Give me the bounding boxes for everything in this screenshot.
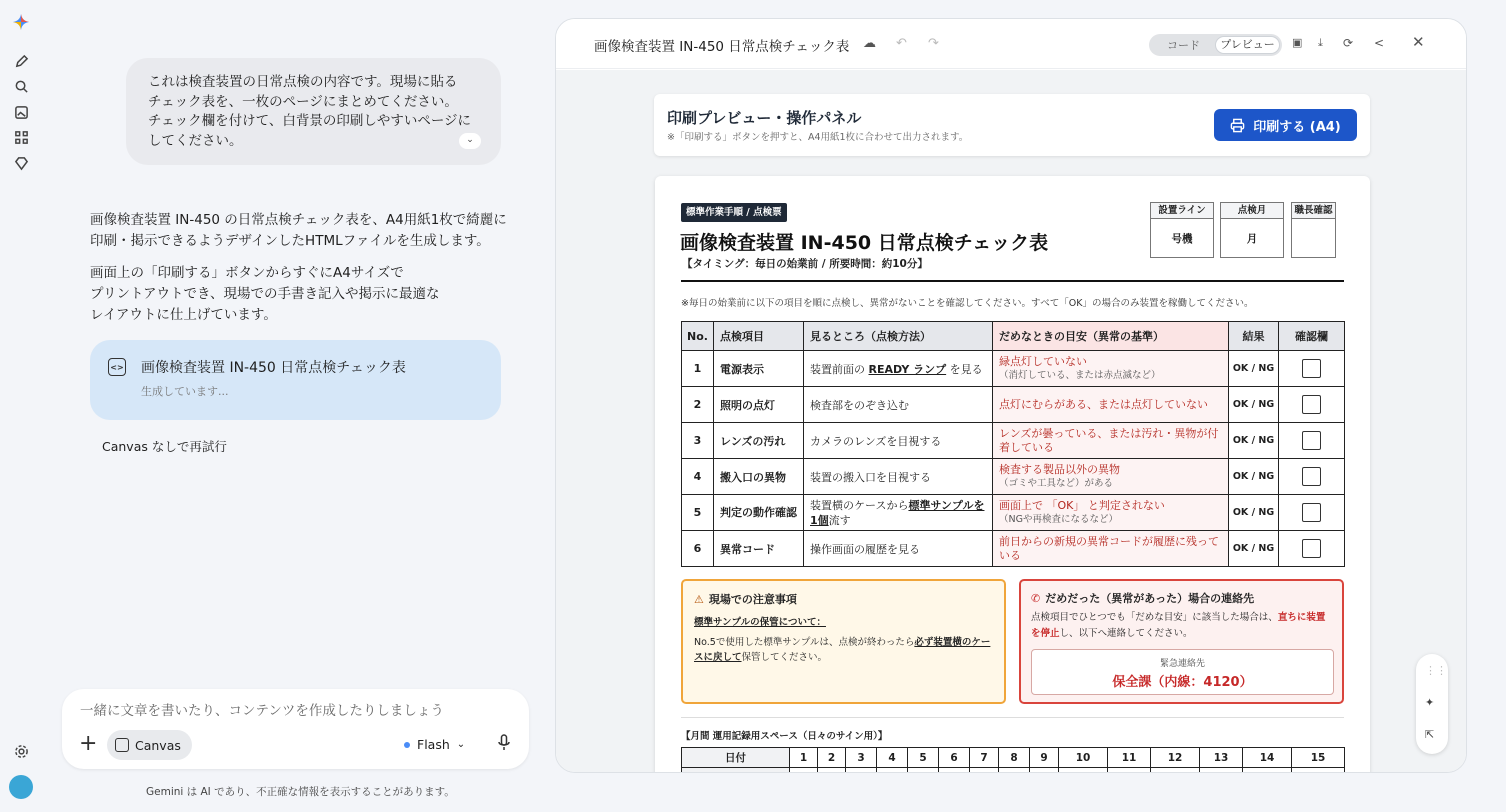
col-header: 点検項目 [714, 322, 804, 351]
log-cell[interactable] [1243, 768, 1292, 774]
tab-preview[interactable]: プレビュー [1215, 36, 1280, 54]
doc-tag: 標準作業手順 / 点検票 [681, 203, 787, 222]
op-panel-title: 印刷プレビュー・操作パネル [667, 109, 862, 127]
canvas-icon [115, 738, 129, 752]
printer-icon [1230, 118, 1245, 133]
row-ng [993, 423, 1229, 459]
log-cell[interactable] [818, 768, 846, 774]
log-header-row [682, 748, 1345, 768]
log-col: 日付 [682, 748, 790, 768]
canvas-title: 画像検査装置 IN-450 日常点検チェック表 [594, 39, 850, 55]
ng-text: 検査する製品以外の異物 [999, 462, 1120, 476]
ng-text: 画面上で 「OK」 と判定されない [999, 498, 1165, 512]
message-composer[interactable] [62, 689, 529, 769]
row-ng [993, 387, 1229, 423]
row-item: レンズの汚れ [714, 423, 804, 459]
settings-gear-icon[interactable] [12, 742, 30, 760]
log-cell[interactable] [846, 768, 877, 774]
gallery-icon[interactable] [12, 103, 30, 121]
check-table-header [682, 322, 1345, 351]
log-cell[interactable] [877, 768, 908, 774]
contact-text [1031, 610, 1332, 642]
row-confirm [1279, 495, 1345, 531]
row-how [804, 423, 993, 459]
close-icon[interactable]: ✕ [1412, 33, 1425, 51]
canvas-card-title: 画像検査装置 IN-450 日常点検チェック表 [141, 360, 406, 376]
how-text: 装置横のケースから [810, 498, 909, 512]
confirm-checkbox[interactable] [1302, 539, 1321, 558]
model-selector[interactable] [404, 737, 465, 752]
row-ng [993, 531, 1229, 567]
ng-note: （ゴミや工具など）がある [999, 477, 1114, 489]
search-icon[interactable] [12, 77, 30, 95]
row-how [804, 459, 993, 495]
confirm-checkbox[interactable] [1302, 467, 1321, 486]
col-header: 見るところ（点検方法） [804, 322, 993, 351]
row-ng [993, 495, 1229, 531]
user-message-line: チェック欄を付けて、白背景の印刷しやすいページに [148, 113, 472, 130]
col-header: 結果 [1229, 322, 1279, 351]
log-cell [682, 768, 790, 774]
redo-icon[interactable]: ↷ [928, 36, 939, 51]
doc-note: ※毎日の始業前に以下の項目を順に点検し、異常がないことを確認してください。すべて「OK」の場合のみ装置を稼働してください。 [681, 298, 1254, 309]
log-cell[interactable] [939, 768, 970, 774]
code-icon: <> [108, 358, 126, 376]
row-result: OK / NG [1229, 423, 1279, 459]
confirm-checkbox[interactable] [1302, 503, 1321, 522]
floating-tools [1416, 654, 1448, 754]
share-icon[interactable]: < [1374, 36, 1385, 50]
log-col: 12 [1151, 748, 1200, 768]
table-row [682, 495, 1345, 531]
phone-icon: ✆ [1031, 591, 1041, 605]
log-cell[interactable] [1200, 768, 1243, 774]
model-dot-icon [404, 742, 410, 748]
left-rail [0, 0, 42, 812]
reply-line: レイアウトに仕上げています。 [90, 307, 277, 323]
canvas-card-status: 生成しています... [141, 385, 229, 398]
row-confirm [1279, 423, 1345, 459]
col-header: 確認欄 [1279, 322, 1345, 351]
row-ng [993, 459, 1229, 495]
gemini-logo-icon[interactable] [12, 13, 30, 31]
caution-title-text: 現場での注意事項 [708, 593, 797, 606]
col-header: だめなときの目安（異常の基準） [993, 322, 1229, 351]
canvas-toggle-button[interactable] [107, 730, 192, 760]
contact-emphasis: 直ちに装置を停止 [1031, 612, 1326, 639]
sign-box-foreman [1291, 202, 1336, 258]
add-attachment-button[interactable]: + [79, 731, 98, 756]
refresh-icon[interactable]: ⟳ [1343, 36, 1354, 50]
row-how [804, 531, 993, 567]
log-cell[interactable] [1151, 768, 1200, 774]
log-cell[interactable] [1030, 768, 1059, 774]
log-header: 【月間 運用記録用スペース（日々のサイン用）】 [681, 731, 888, 742]
caution-text-part: 保管してください。 [741, 652, 828, 663]
disclaimer-text: Gemini は AI であり、不正確な情報を表示することがあります。 [146, 786, 455, 798]
row-result: OK / NG [1229, 495, 1279, 531]
sign-box-value: 月 [1246, 233, 1258, 245]
ng-text: 前日からの新規の異常コードが履歴に残っている [999, 534, 1219, 562]
row-item: 照明の点灯 [714, 387, 804, 423]
row-no: 6 [682, 531, 714, 567]
row-no: 1 [682, 351, 714, 387]
select-cursor-icon[interactable]: ⇱ [1425, 728, 1435, 741]
contact-title-text: だめだった（異常があった）場合の連絡先 [1045, 592, 1255, 605]
divider [681, 717, 1344, 718]
log-row [682, 768, 1345, 774]
row-no: 5 [682, 495, 714, 531]
row-item: 判定の動作確認 [714, 495, 804, 531]
row-how [804, 351, 993, 387]
sign-box-label: 点検月 [1221, 203, 1283, 219]
new-chat-icon[interactable] [12, 52, 30, 70]
user-message-bubble [126, 58, 501, 165]
monthly-log-table [681, 747, 1345, 773]
canvas-document-card[interactable] [90, 340, 501, 420]
log-col: 9 [1030, 748, 1059, 768]
print-operation-panel [654, 94, 1370, 156]
how-text: 装置の搬入口を目視する [810, 470, 931, 484]
log-col: 11 [1108, 748, 1151, 768]
user-message-line: してください。 [148, 132, 243, 149]
row-result: OK / NG [1229, 387, 1279, 423]
log-cell[interactable] [1108, 768, 1151, 774]
caution-text-part: No.5で使用した標準サンプルは、点検が終わったら [694, 637, 915, 648]
table-row [682, 531, 1345, 567]
row-confirm [1279, 387, 1345, 423]
sign-box-label: 設置ライン [1151, 203, 1213, 219]
row-no: 3 [682, 423, 714, 459]
log-col: 2 [818, 748, 846, 768]
download-icon[interactable]: ⤓ [1318, 36, 1323, 49]
gems-icon[interactable] [12, 154, 30, 172]
console-icon[interactable]: ▣ [1292, 36, 1303, 49]
retry-without-canvas-button[interactable]: Canvas なしで再試行 [102, 439, 227, 454]
sign-box-value: 号機 [1171, 233, 1193, 245]
reply-paragraph [90, 263, 510, 326]
reply-line: 画像検査装置 IN-450 の日常点検チェック表を、A4用紙1枚で綺麗に [90, 212, 507, 228]
col-header: No. [682, 322, 714, 351]
reply-paragraph [90, 210, 510, 252]
log-col: 6 [939, 748, 970, 768]
row-result: OK / NG [1229, 531, 1279, 567]
canvas-preview [556, 70, 1467, 773]
doc-timing: 【タイミング：毎日の始業前 / 所要時間：約10分】 [682, 258, 928, 270]
cloud-save-icon[interactable]: ☁ [863, 36, 876, 51]
contact-box [1019, 579, 1344, 704]
canvas-toggle-label: Canvas [135, 737, 181, 753]
row-no: 4 [682, 459, 714, 495]
avatar[interactable] [9, 775, 33, 799]
sign-box-line [1150, 202, 1214, 258]
check-table [681, 321, 1345, 567]
log-col: 15 [1292, 748, 1345, 768]
log-cell[interactable] [970, 768, 999, 774]
how-text: カメラのレンズを目視する [810, 434, 942, 448]
log-col: 5 [908, 748, 939, 768]
row-no: 2 [682, 387, 714, 423]
how-text: 流す [828, 513, 851, 527]
microphone-icon[interactable] [498, 734, 510, 752]
how-emphasis: READY ランプ [868, 362, 947, 376]
row-how [804, 495, 993, 531]
log-col: 10 [1059, 748, 1108, 768]
row-confirm [1279, 531, 1345, 567]
reply-line: 印刷・掲示できるようデザインしたHTMLファイルを生成します。 [90, 233, 490, 249]
canvas-panel [555, 18, 1467, 773]
emergency-value: 保全課（内線：4120） [1112, 675, 1253, 690]
assistant-reply [90, 210, 510, 337]
user-message-line: これは検査装置の日常点検の内容です。現場に貼る [148, 74, 458, 90]
log-col: 8 [999, 748, 1030, 768]
warning-icon: ⚠ [694, 592, 704, 606]
caution-title [694, 591, 993, 607]
log-col: 4 [877, 748, 908, 768]
print-button[interactable] [1214, 109, 1357, 141]
apps-icon[interactable] [12, 128, 30, 146]
log-col: 7 [970, 748, 999, 768]
log-col: 1 [790, 748, 818, 768]
row-result: OK / NG [1229, 351, 1279, 387]
caution-emphasis: 必ず装置横のケースに戻して [694, 637, 991, 663]
sparkle-edit-icon[interactable]: ✦ [1425, 696, 1435, 709]
emergency-contact [1031, 649, 1334, 695]
view-mode-toggle [1149, 34, 1282, 56]
ng-text: 緑点灯していない [999, 354, 1087, 368]
ng-note: （NGや再検査になるなど） [999, 513, 1118, 525]
caution-box [681, 579, 1006, 704]
log-cell[interactable] [1059, 768, 1108, 774]
log-col: 3 [846, 748, 877, 768]
doc-title: 画像検査装置 IN-450 日常点検チェック表 [680, 232, 1049, 254]
row-result: OK / NG [1229, 459, 1279, 495]
table-row [682, 387, 1345, 423]
title-rule [681, 280, 1344, 282]
canvas-toolbar [556, 19, 1467, 69]
table-row [682, 351, 1345, 387]
user-message-line: チェック表を、一枚のページにまとめてください。 [148, 93, 458, 110]
chevron-down-icon: ⌄ [456, 739, 466, 750]
row-how [804, 387, 993, 423]
log-col: 14 [1243, 748, 1292, 768]
log-cell[interactable] [908, 768, 939, 774]
reply-line: プリントアウトでき、現場での手書き記入や掲示に最適な [90, 286, 440, 302]
emergency-label: 緊急連絡先 [1159, 659, 1205, 669]
how-emphasis: 標準サンプルを1個 [810, 498, 985, 527]
contact-title [1031, 590, 1332, 606]
ng-text: 点灯にむらがある、または点灯していない [999, 397, 1208, 411]
op-panel-note: ※「印刷する」ボタンを押すと、A4用紙1枚に合わせて出力されます。 [667, 132, 969, 143]
sign-box-month [1220, 202, 1284, 258]
expand-chevron-icon[interactable]: ⌄ [459, 133, 481, 149]
sign-box-label: 職長確認 [1292, 203, 1335, 219]
how-text: 操作画面の履歴を見る [810, 542, 920, 556]
confirm-checkbox[interactable] [1302, 431, 1321, 450]
contact-text-part: し、以下へ連絡してください。 [1059, 628, 1193, 639]
log-cell[interactable] [1292, 768, 1345, 774]
caution-text [694, 635, 993, 665]
how-text: を見る [946, 362, 983, 376]
drag-handle-icon[interactable]: ⋮⋮ [1425, 664, 1447, 677]
how-text: 装置前面の [810, 362, 869, 376]
row-item: 電源表示 [714, 351, 804, 387]
row-item: 異常コード [714, 531, 804, 567]
confirm-checkbox[interactable] [1302, 359, 1321, 378]
sign-box-value [1292, 219, 1335, 231]
ng-text: レンズが曇っている、または汚れ・異物が付着している [999, 426, 1219, 454]
how-text: 検査部をのぞき込む [810, 398, 909, 412]
model-label: Flash [417, 737, 450, 752]
row-item: 搬入口の異物 [714, 459, 804, 495]
caution-subtitle: 標準サンプルの保管について： [694, 617, 826, 628]
checklist-document [655, 176, 1370, 773]
row-confirm [1279, 459, 1345, 495]
reply-line: 画面上の「印刷する」ボタンからすぐにA4サイズで [90, 265, 404, 281]
log-cell[interactable] [790, 768, 818, 774]
prompt-input[interactable]: 一緒に文章を書いたり、コンテンツを作成したりしましょう [80, 703, 444, 719]
log-cell[interactable] [999, 768, 1030, 774]
row-ng [993, 351, 1229, 387]
tab-code[interactable]: コード [1167, 39, 1200, 52]
row-confirm [1279, 351, 1345, 387]
log-col: 13 [1200, 748, 1243, 768]
ng-note: （消灯している、または赤点滅など） [999, 369, 1161, 381]
undo-icon[interactable]: ↶ [896, 36, 907, 51]
print-button-label: 印刷する (A4) [1253, 119, 1341, 135]
contact-text-part: 点検項目でひとつでも「だめな目安」に該当した場合は、 [1031, 612, 1278, 623]
table-row [682, 423, 1345, 459]
confirm-checkbox[interactable] [1302, 395, 1321, 414]
table-row [682, 459, 1345, 495]
